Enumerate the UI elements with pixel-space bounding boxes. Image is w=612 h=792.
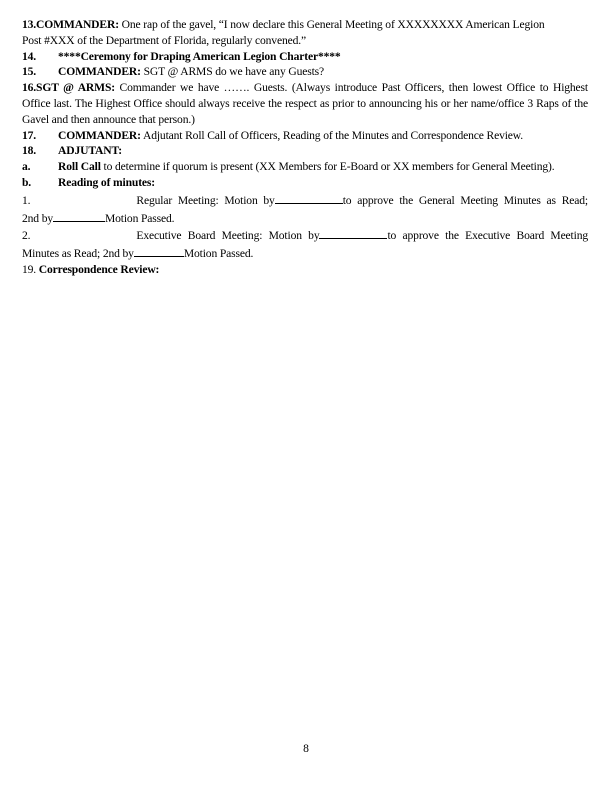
minutes-item-2-number: 2. [22, 229, 31, 243]
item-16-number: 16. [22, 81, 37, 95]
item-18-label: ADJUTANT: [58, 144, 122, 158]
item-18-number: 18. [22, 144, 37, 158]
minutes-item-1-line2 [22, 209, 588, 227]
minutes-item-2-line2 [22, 244, 588, 262]
item-17-label: COMMANDER: [58, 128, 141, 142]
item-14 [22, 49, 588, 65]
item-18 [22, 143, 588, 159]
item-15-number: 15. [22, 65, 37, 79]
item-13-label: COMMANDER: [36, 18, 119, 31]
item-a-label: Roll Call [58, 160, 101, 174]
minutes-item-1-number: 1. [22, 193, 31, 207]
page-number: 8 [303, 742, 309, 755]
second-by-blank[interactable] [134, 244, 184, 257]
minutes-item-2-part2: to approve the Executive Board Meeting [387, 229, 588, 243]
item-b [22, 175, 588, 191]
item-19-number: 19. [22, 262, 37, 276]
minutes-item-2-part1: Executive Board Meeting: Motion by [136, 229, 320, 243]
item-a [22, 159, 588, 175]
item-15-label: COMMANDER: [58, 65, 141, 79]
item-13-number: 13. [22, 18, 37, 31]
minutes-item-1 [22, 191, 588, 227]
item-13-text-line1: One rap of the gavel, “I now declare this General Meeting of XXXXXXXX American Legion [118, 18, 545, 31]
item-16 [22, 80, 588, 127]
item-16-text: Commander we have ……. Guests. (Always introduce Past Officers, then lowest Office to Highest Office last. The Highest Office should always receive the respect as prior to announcing his or her name/office 3 Raps of the Gavel and then announce that person.) [22, 81, 588, 126]
minutes-item-1-part3: 2nd by [22, 211, 53, 225]
minutes-item-1-part1: Regular Meeting: Motion by [136, 193, 275, 207]
item-14-number: 14. [22, 49, 37, 63]
motion-by-blank[interactable] [275, 191, 343, 204]
item-13 [22, 17, 588, 49]
minutes-item-2 [22, 226, 588, 262]
item-14-text: ****Ceremony for Draping American Legion Charter**** [58, 49, 341, 63]
second-by-blank[interactable] [53, 209, 105, 222]
item-15-text: SGT @ ARMS do we have any Guests? [140, 65, 324, 79]
item-a-letter: a. [22, 160, 31, 174]
item-17 [22, 128, 588, 144]
minutes-item-2-line1 [22, 226, 588, 244]
item-17-number: 17. [22, 128, 37, 142]
motion-by-blank[interactable] [319, 226, 387, 239]
item-17-text: Adjutant Roll Call of Officers, Reading of the Minutes and Correspondence Review. [140, 128, 523, 142]
item-15 [22, 64, 588, 80]
item-19-label: Correspondence Review: [38, 262, 160, 276]
item-13-text-line2: Post #XXX of the Department of Florida, regularly convened.” [22, 33, 306, 47]
minutes-item-1-part4: Motion Passed. [104, 211, 175, 225]
minutes-item-1-line1 [22, 191, 588, 209]
item-a-text: to determine if quorum is present (XX Members for E-Board or XX members for General Meeting). [100, 160, 555, 174]
minutes-item-2-part3: Minutes as Read; 2nd by [22, 247, 134, 261]
item-16-label: SGT @ ARMS: [36, 81, 115, 95]
item-b-letter: b. [22, 175, 32, 189]
item-b-label: Reading of minutes: [58, 175, 155, 189]
document-body [22, 17, 588, 278]
minutes-item-1-part2: to approve the General Meeting Minutes as Read; [342, 193, 589, 207]
minutes-item-2-part4: Motion Passed. [183, 247, 254, 261]
item-19 [22, 262, 588, 278]
